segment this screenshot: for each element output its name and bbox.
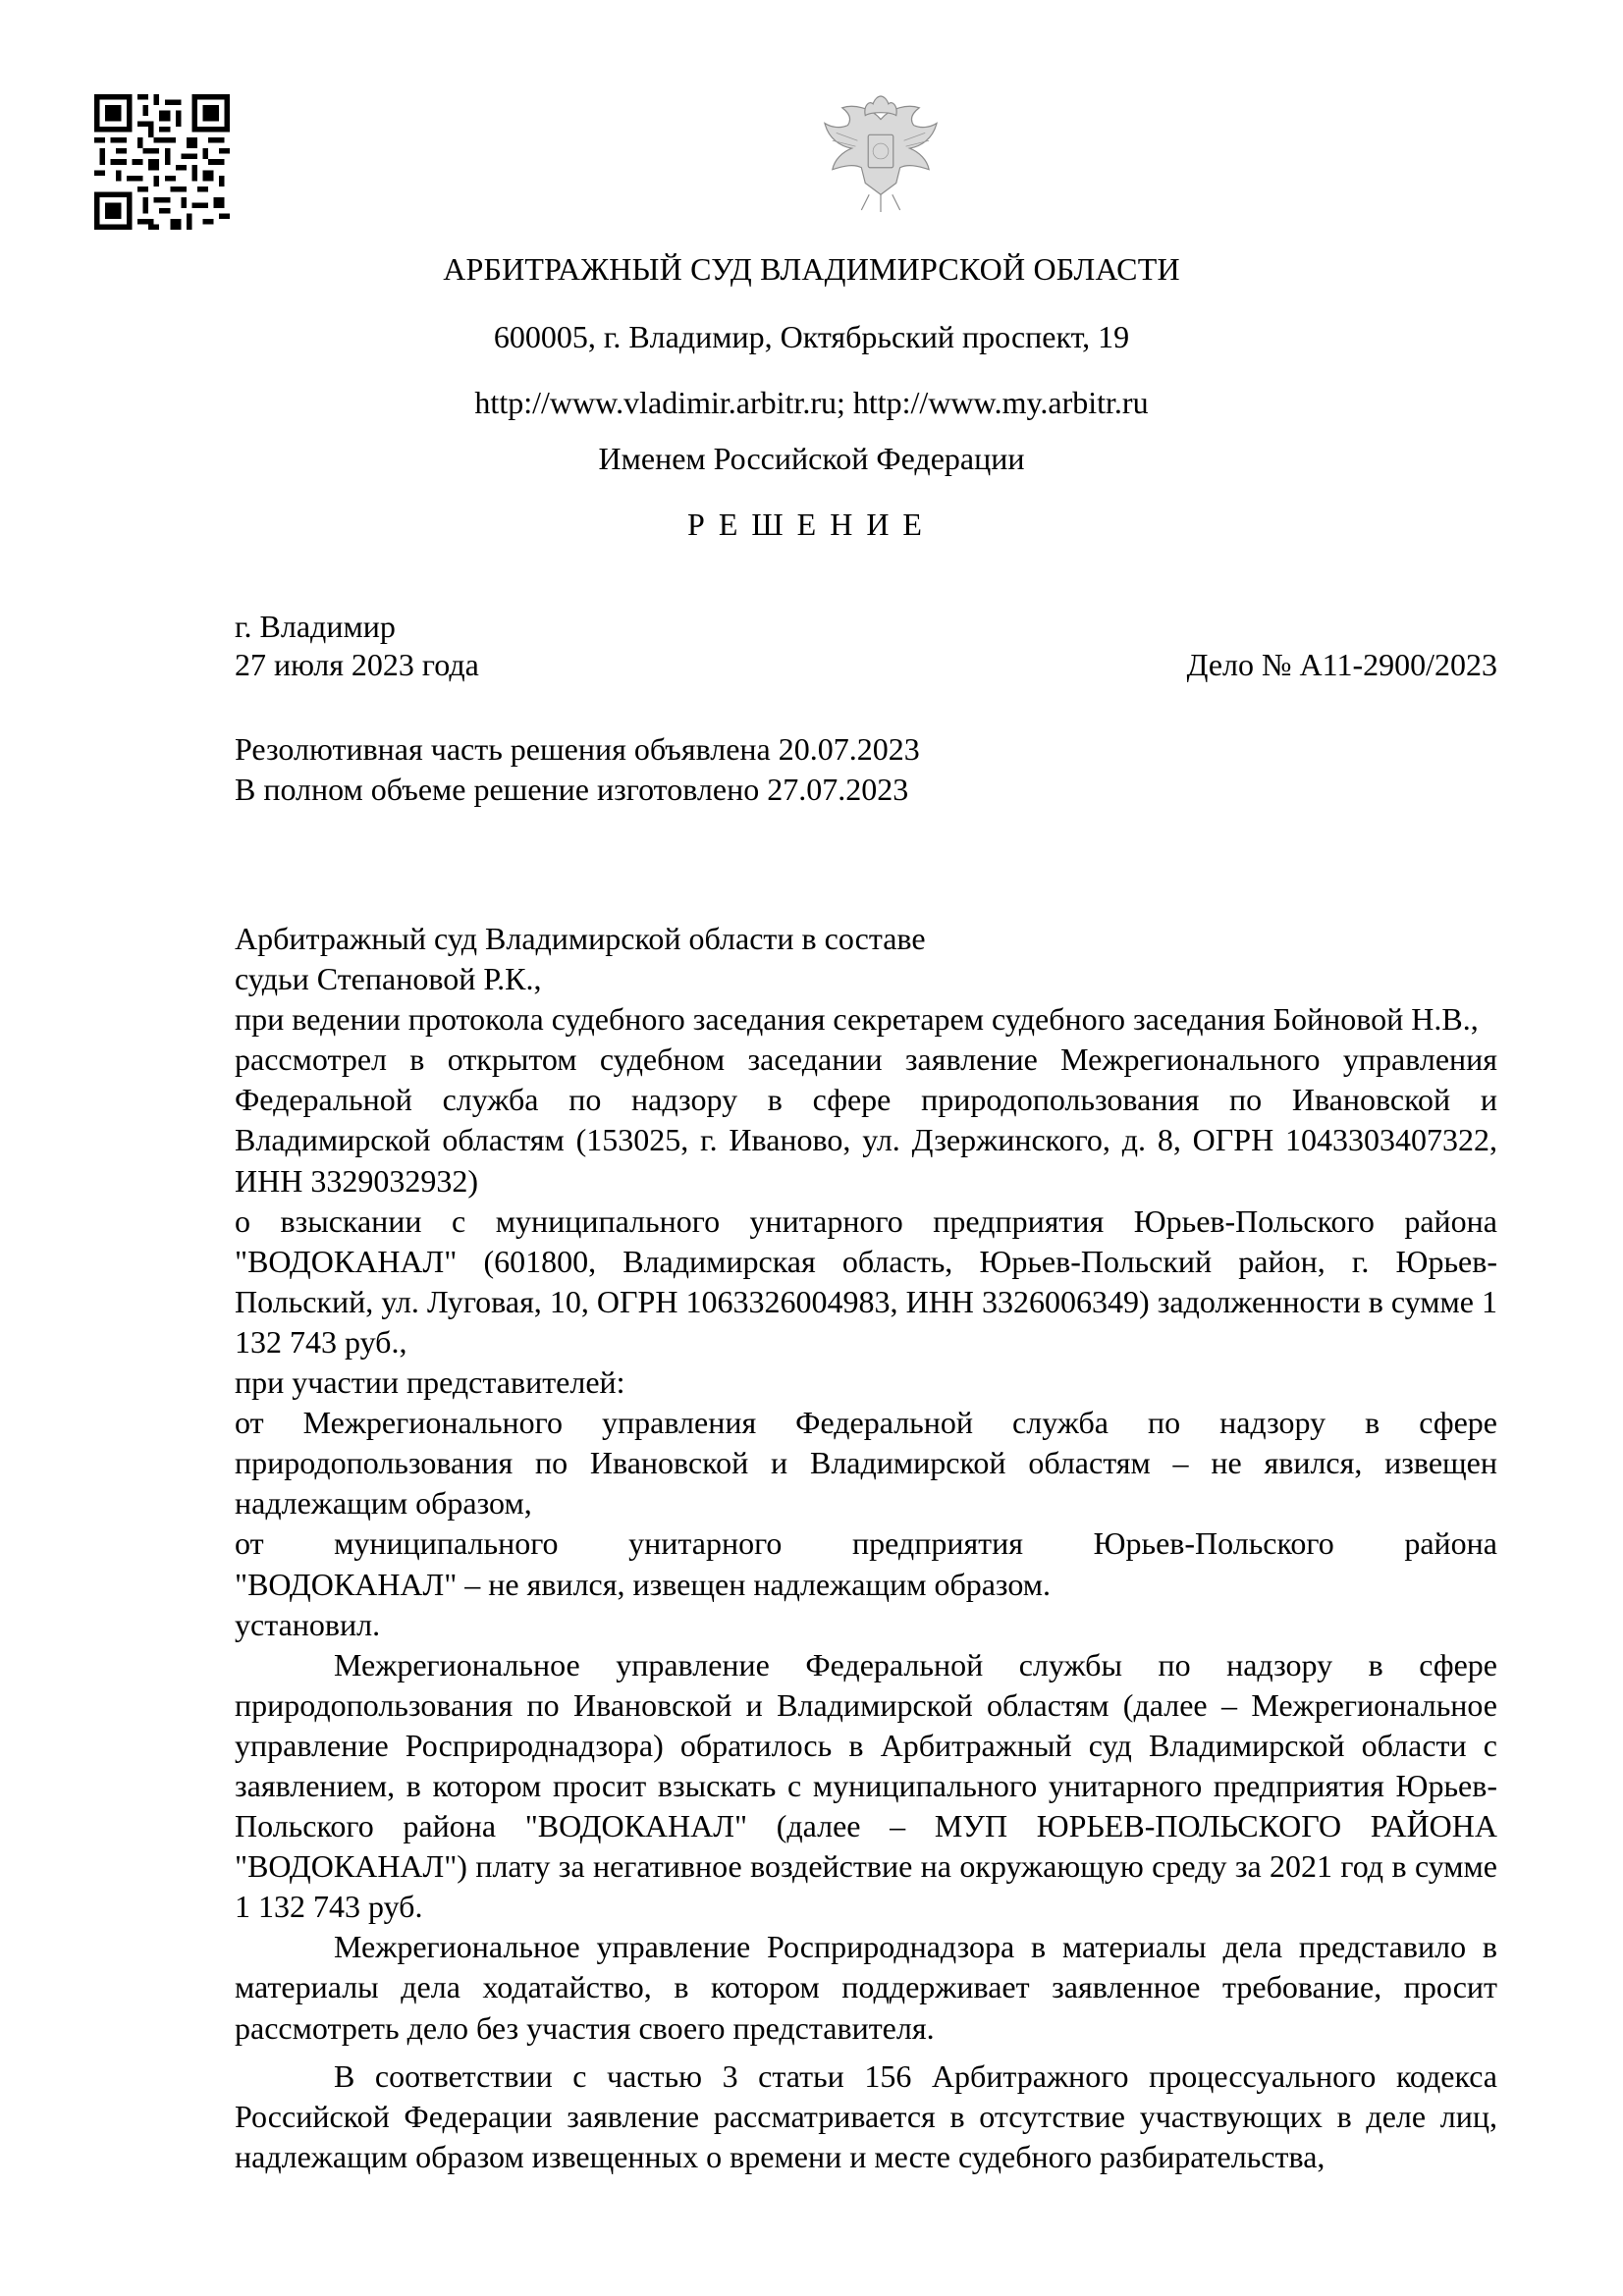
representative-defendant-line-2: "ВОДОКАНАЛ" – не явился, извещен надлежащим образом.: [235, 1566, 1052, 1602]
secretary: при ведении протокола судебного заседания секретарем судебного заседания Бойновой Н.В.,: [235, 1001, 1479, 1038]
on-behalf-line: Именем Российской Федерации: [598, 441, 1025, 476]
paragraph-claim-details: Межрегиональное управление Федеральной службы по надзору в сфере природопользования по Ивановской и Владимирской областям (далее – Межрегиональное управление Росприроднадзора) обратилось в Арбитражный суд Владимирской области с заявлением, в котором просит взыскать с муниципального унитарного предприятия Юрьев-Польского района "ВОДОКАНАЛ" (далее – МУП ЮРЬЕВ-ПОЛЬСКОГО РАЙОНА "ВОДОКАНАЛ") плату за негативное воздействие на окружающую среду за 2021 год в сумме 1 132 743 руб.: [235, 1646, 1497, 1925]
judge: судьи Степановой Р.К.,: [235, 961, 542, 997]
court-websites: http://www.vladimir.arbitr.ru; http://www.my.arbitr.ru: [474, 385, 1149, 420]
decision-body: [235, 919, 1497, 2177]
court-composition: Арбитражный суд Владимирской области в составе: [235, 921, 926, 956]
coat-of-arms-icon: [823, 90, 939, 216]
case-number: Дело № А11-2900/2023: [1186, 647, 1497, 682]
established: установил.: [235, 1606, 381, 1642]
qr-code: [94, 94, 230, 230]
court-address: 600005, г. Владимир, Октябрьский проспект, 19: [493, 319, 1130, 354]
court-name: АРБИТРАЖНЫЙ СУД ВЛАДИМИРСКОЙ ОБЛАСТИ: [443, 251, 1180, 287]
claim-paragraph: рассмотрел в открытом судебном заседании заявление Межрегионального управления Федеральной служба по надзору в сфере природопользования по Ивановской и Владимирской областям (153025, г. Иваново, ул. Дзержинского, д. 8, ОГРН 1043303407322, ИНН 3329032932): [235, 1041, 1497, 1199]
representatives-heading: при участии представителей:: [235, 1364, 625, 1401]
announced-date-line: Резолютивная часть решения объявлена 20.07.2023: [235, 731, 920, 767]
representative-defendant-line-1: от муниципального унитарного предприятия Юрьев-Польского района: [235, 1525, 1497, 1562]
decision-date: 27 июля 2023 года: [235, 647, 479, 682]
paragraph-procedure: В соответствии с частью 3 статьи 156 Арбитражного процессуального кодекса Российской Федерации заявление рассматривается в отсутствие участвующих в деле лиц, надлежащим образом извещенных о времени и месте судебного разбирательства,: [235, 2057, 1497, 2174]
document-type-title: РЕШЕНИЕ: [687, 507, 936, 542]
city: г. Владимир: [235, 609, 396, 644]
produced-date-line: В полном объеме решение изготовлено 27.07.2023: [235, 772, 909, 807]
recovery-paragraph: о взыскании с муниципального унитарного предприятия Юрьев-Польского района "ВОДОКАНАЛ" (601800, Владимирская область, Юрьев-Польский район, г. Юрьев-Польский, ул. Луговая, 10, ОГРН 1063326004983, ИНН 3326006349) задолженности в сумме 1 132 743 руб.,: [235, 1202, 1497, 1360]
representative-plaintiff: от Межрегионального управления Федеральной служба по надзору в сфере природопользования по Ивановской и Владимирской областям – не явился, извещен надлежащим образом,: [235, 1405, 1497, 1522]
paragraph-petition: Межрегиональное управление Росприроднадзора в материалы дела представило в материалы дела ходатайство, в котором поддерживает заявленное требование, просит рассмотреть дело без участия своего представителя.: [235, 1929, 1497, 2046]
